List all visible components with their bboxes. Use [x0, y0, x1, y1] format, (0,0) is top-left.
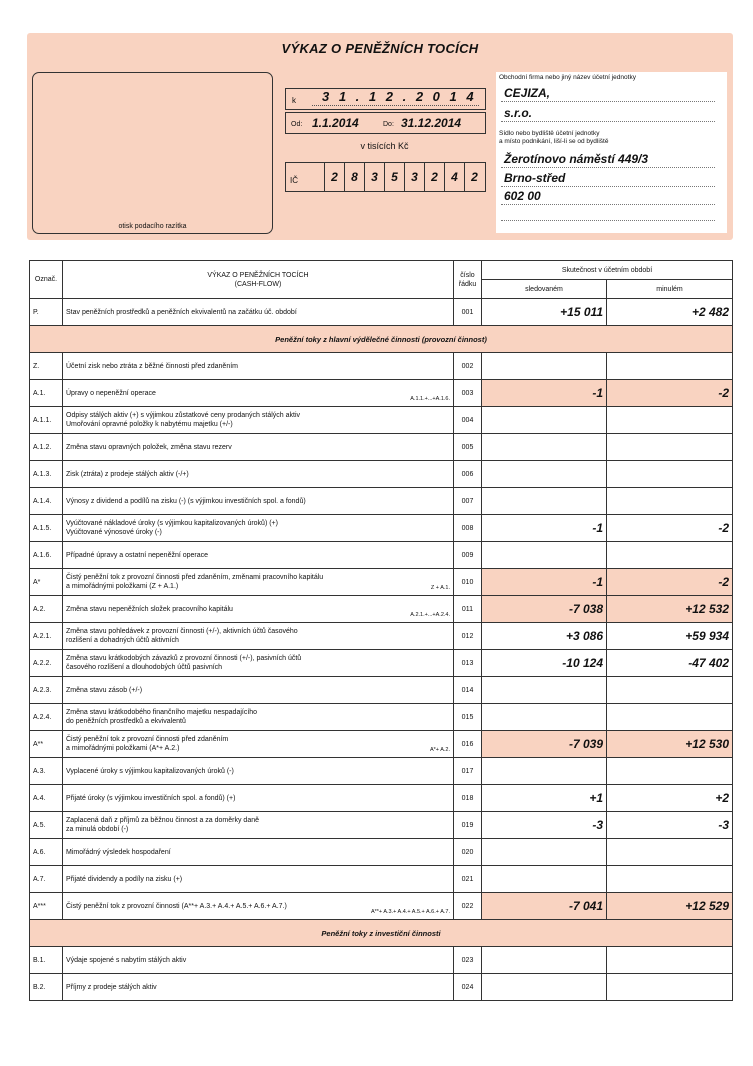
row-number: 020	[454, 839, 482, 866]
row-description	[63, 407, 454, 434]
row-code: A.1.1.	[30, 407, 63, 434]
row-number: 002	[454, 353, 482, 380]
cash-flow-table	[29, 260, 733, 1001]
from-label: Od:	[291, 121, 303, 128]
value-current: -3	[482, 812, 607, 839]
row-description	[63, 353, 454, 380]
row-code: A.4.	[30, 785, 63, 812]
table-row	[30, 542, 733, 569]
value-current	[482, 947, 607, 974]
row-formula: A.1.1.+...+A.1.6.	[410, 396, 450, 402]
ic-digit: 3	[364, 163, 384, 191]
table-row	[30, 866, 733, 893]
table-row	[30, 353, 733, 380]
row-description	[63, 623, 454, 650]
table-row	[30, 650, 733, 677]
row-code: A.2.4.	[30, 704, 63, 731]
row-number: 001	[454, 299, 482, 326]
row-number: 023	[454, 947, 482, 974]
report-header	[27, 33, 733, 240]
col-header-previous: minulém	[607, 280, 733, 299]
value-current: +3 086	[482, 623, 607, 650]
value-previous	[607, 839, 733, 866]
table-row	[30, 839, 733, 866]
period-box	[285, 112, 486, 134]
row-desc-line-2: Umořování opravné položky k nabytému majetku (+/-)	[66, 421, 233, 428]
row-formula: A.2.1.+...+A.2.4.	[410, 612, 450, 618]
value-current: -10 124	[482, 650, 607, 677]
table-row	[30, 812, 733, 839]
row-number: 017	[454, 758, 482, 785]
value-previous: -2	[607, 380, 733, 407]
row-number: 022	[454, 893, 482, 920]
row-description	[63, 866, 454, 893]
value-previous	[607, 974, 733, 1001]
row-code: A.6.	[30, 839, 63, 866]
row-desc-line-1: Příjmy z prodeje stálých aktiv	[66, 983, 157, 991]
value-previous	[607, 407, 733, 434]
dotted-line	[501, 167, 715, 168]
row-code: A.1.3.	[30, 461, 63, 488]
row-description	[63, 515, 454, 542]
row-description	[63, 839, 454, 866]
table-row	[30, 569, 733, 596]
stamp-label: otisk podacího razítka	[118, 223, 187, 230]
row-desc-line-2: rozlišení a dohadných účtů aktivních	[66, 637, 179, 644]
row-desc-line-1: Změna stavu krátkodobých závazků z provozní činnosti (+/-), pasivních účtů	[66, 655, 302, 662]
value-previous	[607, 461, 733, 488]
row-formula: Z + A.1.	[430, 585, 450, 591]
row-description	[63, 569, 454, 596]
row-description	[63, 461, 454, 488]
dotted-line	[501, 101, 715, 102]
table-row	[30, 731, 733, 758]
row-number: 009	[454, 542, 482, 569]
row-desc-line-1: Přijaté dividendy a podíly na zisku (+)	[66, 875, 183, 883]
row-desc-line-1: Zaplacená daň z příjmů za běžnou činnost a za doměrky daně	[66, 817, 260, 824]
row-code: A**	[30, 731, 63, 758]
value-current: -1	[482, 569, 607, 596]
row-desc-line-2: a mimořádnými položkami (A*+ A.2.)	[66, 745, 180, 752]
value-current: -1	[482, 380, 607, 407]
row-code: A.7.	[30, 866, 63, 893]
row-code: A.1.5.	[30, 515, 63, 542]
table-row	[30, 785, 733, 812]
row-code: A.2.1.	[30, 623, 63, 650]
row-code: A.5.	[30, 812, 63, 839]
units-label: v tisících Kč	[360, 141, 409, 151]
row-code: Z.	[30, 353, 63, 380]
report-title: VÝKAZ O PENĚŽNÍCH TOCÍCH	[281, 41, 479, 56]
row-number: 004	[454, 407, 482, 434]
value-current	[482, 542, 607, 569]
row-desc-line-1: Výnosy z dividend a podílů na zisku (-) (s výjimkou investičních spol. a fondů)	[66, 497, 306, 505]
report-date-box	[285, 88, 486, 110]
row-description	[63, 785, 454, 812]
table-row	[30, 434, 733, 461]
ic-digit: 2	[324, 163, 344, 191]
value-previous: -47 402	[607, 650, 733, 677]
value-previous	[607, 677, 733, 704]
value-previous: -2	[607, 515, 733, 542]
value-current: -7 039	[482, 731, 607, 758]
value-current	[482, 704, 607, 731]
table-row	[30, 704, 733, 731]
col-header-current: sledovaném	[482, 280, 607, 299]
date-dotted-line	[312, 105, 479, 106]
value-previous	[607, 704, 733, 731]
value-previous: +2 482	[607, 299, 733, 326]
ic-digit: 5	[384, 163, 404, 191]
row-desc-line-1: Čistý peněžní tok z provozní činnosti (A**+ A.3.+ A.4.+ A.5.+ A.6.+ A.7.)	[66, 902, 287, 910]
address-line-1: Žerotínovo náměstí 449/3	[504, 152, 649, 166]
row-code: A.1.4.	[30, 488, 63, 515]
row-number: 007	[454, 488, 482, 515]
col-header-desc-2: (CASH-FLOW)	[234, 280, 282, 288]
row-number: 006	[454, 461, 482, 488]
value-previous	[607, 866, 733, 893]
value-previous: +12 530	[607, 731, 733, 758]
row-code: A***	[30, 893, 63, 920]
value-current: -7 041	[482, 893, 607, 920]
row-description	[63, 812, 454, 839]
table-row	[30, 893, 733, 920]
dotted-line	[501, 220, 715, 221]
row-desc-line-1: Změna stavu nepeněžních složek pracovního kapitálu	[66, 605, 233, 613]
row-desc-line-1: Čistý peněžní tok z provozní činnosti před zdaněním, změnami pracovního kapitálu	[66, 574, 324, 581]
row-description	[63, 488, 454, 515]
col-header-desc-1: VÝKAZ O PENĚŽNÍCH TOCÍCH	[207, 271, 309, 279]
table-row	[30, 758, 733, 785]
table-row	[30, 407, 733, 434]
row-desc-line-1: Stav peněžních prostředků a peněžních ekvivalentů na začátku úč. období	[66, 308, 297, 316]
row-code: A.2.2.	[30, 650, 63, 677]
value-previous: +12 532	[607, 596, 733, 623]
row-description	[63, 542, 454, 569]
address-line-2: Brno-střed	[504, 171, 566, 185]
value-current: +15 011	[482, 299, 607, 326]
row-code: B.1.	[30, 947, 63, 974]
ic-digit: 4	[444, 163, 464, 191]
from-date: 1.1.2014	[312, 116, 359, 130]
value-previous: -2	[607, 569, 733, 596]
section-title: Peněžní toky z investiční činnosti	[30, 920, 733, 947]
row-number: 013	[454, 650, 482, 677]
to-date: 31.12.2014	[401, 116, 462, 130]
value-previous: +12 529	[607, 893, 733, 920]
row-number: 008	[454, 515, 482, 542]
value-previous	[607, 488, 733, 515]
table-row	[30, 515, 733, 542]
section-row	[30, 326, 733, 353]
row-desc-line-1: Změna stavu zásob (+/-)	[66, 686, 143, 694]
row-desc-line-1: Zisk (ztráta) z prodeje stálých aktiv (-/+)	[66, 470, 189, 478]
row-desc-line-1: Vyplacené úroky s výjimkou kapitalizovaných úroků (-)	[66, 767, 234, 775]
dotted-line	[501, 121, 715, 122]
row-description	[63, 893, 454, 920]
row-number: 012	[454, 623, 482, 650]
col-header-period: Skutečnost v účetním období	[482, 261, 733, 280]
cash-flow-rows	[30, 299, 733, 1001]
row-description	[63, 434, 454, 461]
row-description	[63, 731, 454, 758]
row-desc-line-2: časového rozlišení a dlouhodobých účtů pasivních	[66, 664, 223, 671]
row-number: 016	[454, 731, 482, 758]
value-previous: +2	[607, 785, 733, 812]
ic-digit: 2	[464, 163, 484, 191]
row-number: 024	[454, 974, 482, 1001]
to-label: Do:	[383, 121, 394, 128]
value-current: -1	[482, 515, 607, 542]
firm-name-line-1: CEJIZA,	[504, 86, 551, 100]
value-previous	[607, 542, 733, 569]
date-prefix: k	[292, 96, 296, 105]
row-desc-line-1: Změna stavu opravných položek, změna stavu rezerv	[66, 443, 232, 451]
seat-label-1: Sídlo nebo bydliště účetní jednotky	[499, 130, 600, 137]
col-header-code: Označ.	[30, 261, 63, 299]
value-previous	[607, 353, 733, 380]
report-date: 3 1 . 1 2 . 2 0 1 4	[322, 89, 477, 104]
row-desc-line-1: Přijaté úroky (s výjimkou investičních spol. a fondů) (+)	[66, 794, 236, 802]
firm-name-label: Obchodní firma nebo jiný název účetní jednotky	[499, 74, 636, 81]
row-code: A.2.3.	[30, 677, 63, 704]
value-current	[482, 488, 607, 515]
row-description	[63, 758, 454, 785]
row-code: A.3.	[30, 758, 63, 785]
row-number: 011	[454, 596, 482, 623]
row-desc-line-2: Vyúčtované výnosové úroky (-)	[66, 529, 162, 536]
ic-digit: 3	[404, 163, 424, 191]
value-current	[482, 866, 607, 893]
value-current	[482, 839, 607, 866]
value-previous: +59 934	[607, 623, 733, 650]
value-current	[482, 407, 607, 434]
value-previous	[607, 947, 733, 974]
value-current	[482, 758, 607, 785]
row-number: 014	[454, 677, 482, 704]
row-number: 021	[454, 866, 482, 893]
row-desc-line-1: Vyúčtované nákladové úroky (s výjimkou kapitalizovaných úroků) (+)	[66, 520, 278, 527]
row-desc-line-2: a mimořádnými položkami (Z + A.1.)	[66, 583, 179, 590]
row-code: P.	[30, 299, 63, 326]
table-row	[30, 947, 733, 974]
row-desc-line-1: Výdaje spojené s nabytím stálých aktiv	[66, 956, 187, 964]
section-title: Peněžní toky z hlavní výdělečné činnosti (provozní činnost)	[30, 326, 733, 353]
row-desc-line-1: Úpravy o nepeněžní operace	[66, 389, 156, 397]
table-row	[30, 299, 733, 326]
row-number: 019	[454, 812, 482, 839]
row-code: A.2.	[30, 596, 63, 623]
row-description	[63, 947, 454, 974]
row-number: 010	[454, 569, 482, 596]
row-desc-line-2: do peněžních prostředků a ekvivalentů	[66, 718, 186, 725]
row-number: 015	[454, 704, 482, 731]
row-desc-line-1: Případné úpravy a ostatní nepeněžní operace	[66, 551, 209, 559]
firm-name-line-2: s.r.o.	[504, 106, 533, 120]
col-header-rownum	[454, 261, 482, 299]
row-formula: A**+ A.3.+ A.4.+ A.5.+ A.6.+ A.7.	[370, 909, 450, 915]
ic-digit: 2	[424, 163, 444, 191]
row-description	[63, 974, 454, 1001]
row-description	[63, 704, 454, 731]
ic-box	[285, 162, 486, 192]
seat-label-2: a místo podnikání, liší-li se od bydliště	[499, 138, 609, 145]
row-desc-line-1: Odpisy stálých aktiv (+) s výjimkou zůstatkové ceny prodaných stálých aktiv	[66, 412, 301, 419]
table-row	[30, 380, 733, 407]
row-code: A.1.	[30, 380, 63, 407]
ic-digit: 8	[344, 163, 364, 191]
table-row	[30, 488, 733, 515]
table-row	[30, 596, 733, 623]
col-header-rownum-2: řádku	[458, 280, 477, 288]
row-desc-line-1: Změna stavu pohledávek z provozní činnosti (+/-), aktivních účtů časového	[66, 628, 298, 635]
table-row	[30, 974, 733, 1001]
value-current	[482, 677, 607, 704]
row-number: 005	[454, 434, 482, 461]
row-desc-line-1: Mimořádný výsledek hospodaření	[66, 848, 171, 856]
table-row	[30, 623, 733, 650]
address-line-3: 602 00	[504, 189, 541, 203]
row-desc-line-1: Účetní zisk nebo ztráta z běžné činnosti před zdaněním	[66, 362, 238, 370]
col-header-desc	[63, 261, 454, 299]
row-code: B.2.	[30, 974, 63, 1001]
row-desc-line-1: Čistý peněžní tok z provozní činnosti před zdaněním	[66, 736, 229, 743]
row-code: A.1.2.	[30, 434, 63, 461]
dotted-line	[501, 204, 715, 205]
table-row	[30, 461, 733, 488]
section-row	[30, 920, 733, 947]
row-desc-line-2: za minulá období (-)	[66, 826, 129, 833]
row-description	[63, 596, 454, 623]
value-current	[482, 974, 607, 1001]
row-code: A*	[30, 569, 63, 596]
value-previous	[607, 434, 733, 461]
row-description	[63, 677, 454, 704]
row-description	[63, 650, 454, 677]
stamp-box	[32, 72, 273, 234]
value-current	[482, 461, 607, 488]
row-code: A.1.6.	[30, 542, 63, 569]
row-number: 003	[454, 380, 482, 407]
row-number: 018	[454, 785, 482, 812]
dotted-line	[501, 186, 715, 187]
row-desc-line-1: Změna stavu krátkodobého finančního majetku nespadajícího	[66, 709, 258, 716]
value-previous	[607, 758, 733, 785]
row-formula: A*+ A.2.	[429, 747, 450, 753]
value-current: -7 038	[482, 596, 607, 623]
value-current: +1	[482, 785, 607, 812]
table-row	[30, 677, 733, 704]
company-info	[496, 72, 727, 233]
value-current	[482, 353, 607, 380]
row-description	[63, 380, 454, 407]
value-current	[482, 434, 607, 461]
ic-label: IČ	[290, 176, 298, 185]
col-header-rownum-1: číslo	[460, 271, 475, 279]
value-previous: -3	[607, 812, 733, 839]
row-description	[63, 299, 454, 326]
